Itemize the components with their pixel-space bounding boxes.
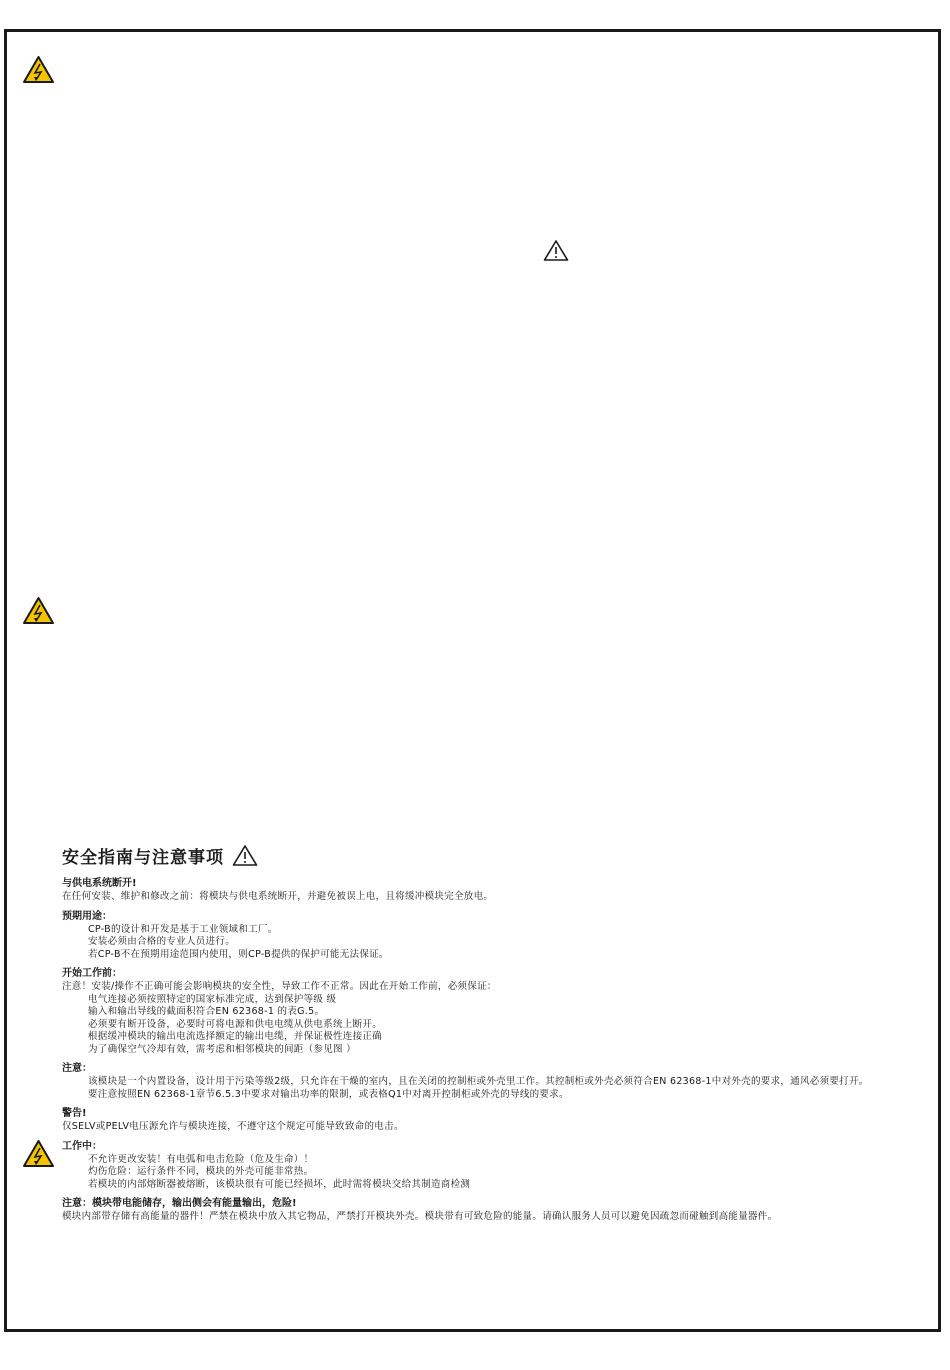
high-voltage-warning-icon [22,596,55,625]
section-line: CP-B的设计和开发是基于工业领域和工厂。 [88,923,278,935]
title-row [62,843,907,868]
high-voltage-warning-icon [22,55,55,84]
section [62,1106,907,1134]
section-line: 若CP-B不在预期用途范围内使用，则CP-B提供的保护可能无法保证。 [88,948,389,960]
section [62,966,907,1056]
section-line: 灼伤危险：运行条件不同，模块的外壳可能非常热。 [88,1166,314,1177]
section-line: 电气连接必须按照特定的国家标准完成，达到保护等级 级 [88,993,337,1005]
exclamation-warning-icon [543,239,569,262]
section [62,876,907,904]
section [62,1139,907,1192]
section-line: 该模块是一个内置设备，设计用于污染等级2级，只允许在干燥的室内，且在关闭的控制柜或外壳里工作。其控制柜或外壳必须符合EN 62368-1中对外壳的要求，通风必须要打开。 [88,1076,869,1087]
section-heading: 开始工作前： [62,968,122,979]
section-heading: 注意： [62,1063,92,1074]
section-line: 不允许更改安装！有电弧和电击危险（危及生命）！ [88,1153,314,1165]
section-heading: 预期用途： [62,910,112,922]
high-voltage-warning-icon [22,1139,55,1168]
section-line: 必须要有断开设备，必要时可将电源和供电电缆从供电系统上断开。 [88,1018,383,1030]
safety-content [62,843,907,1229]
section-heading: 工作中： [62,1140,102,1152]
section-line: 仅SELV或PELV电压源允许与模块连接，不遵守这个规定可能导致致命的电击。 [62,1121,404,1132]
section-line: 为了确保空气冷却有效，需考虑和相邻模块的间距（参见图 ） [88,1043,356,1055]
section-heading: 与供电系统断开! [62,878,137,889]
section-line: 在任何安装、维护和修改之前：将模块与供电系统断开，并避免被误上电，且将缓冲模块完全放电。 [62,891,494,902]
exclamation-warning-icon [232,844,258,867]
section-heading: 警告! [62,1108,87,1119]
section-line: 输入和输出导线的截面积符合EN 62368-1 的表G.5。 [88,1006,325,1017]
section [62,909,907,962]
section-heading: 注意：模块带电能储存，输出侧会有能量输出，危险! [62,1198,297,1209]
section-line: 要注意按照EN 62368-1章节6.5.3中要求对输出功率的限制，或表格Q1中对离开控制柜或外壳的导线的要求。 [88,1088,569,1100]
sections-list [62,876,907,1224]
section-line: 安装必须由合格的专业人员进行。 [88,936,236,947]
page-title: 安全指南与注意事项 [62,848,224,868]
section-line: 注意！安装/操作不正确可能会影响模块的安全性，导致工作不正常。因此在开始工作前，必须保证： [62,981,497,992]
section-line: 根据缓冲模块的输出电流选择额定的输出电缆，并保证极性连接正确 [88,1031,383,1042]
section [62,1196,907,1224]
section-line: 模块内部带存储有高能量的器件！严禁在模块中放入其它物品，严禁打开模块外壳。模块带有可致危险的能量。请确认服务人员可以避免因疏忽而碰触到高能量器件。 [62,1211,778,1222]
section [62,1061,907,1101]
section-line: 若模块的内部熔断器被熔断，该模块很有可能已经损坏，此时需将模块交给其制造商检测 [88,1178,471,1190]
